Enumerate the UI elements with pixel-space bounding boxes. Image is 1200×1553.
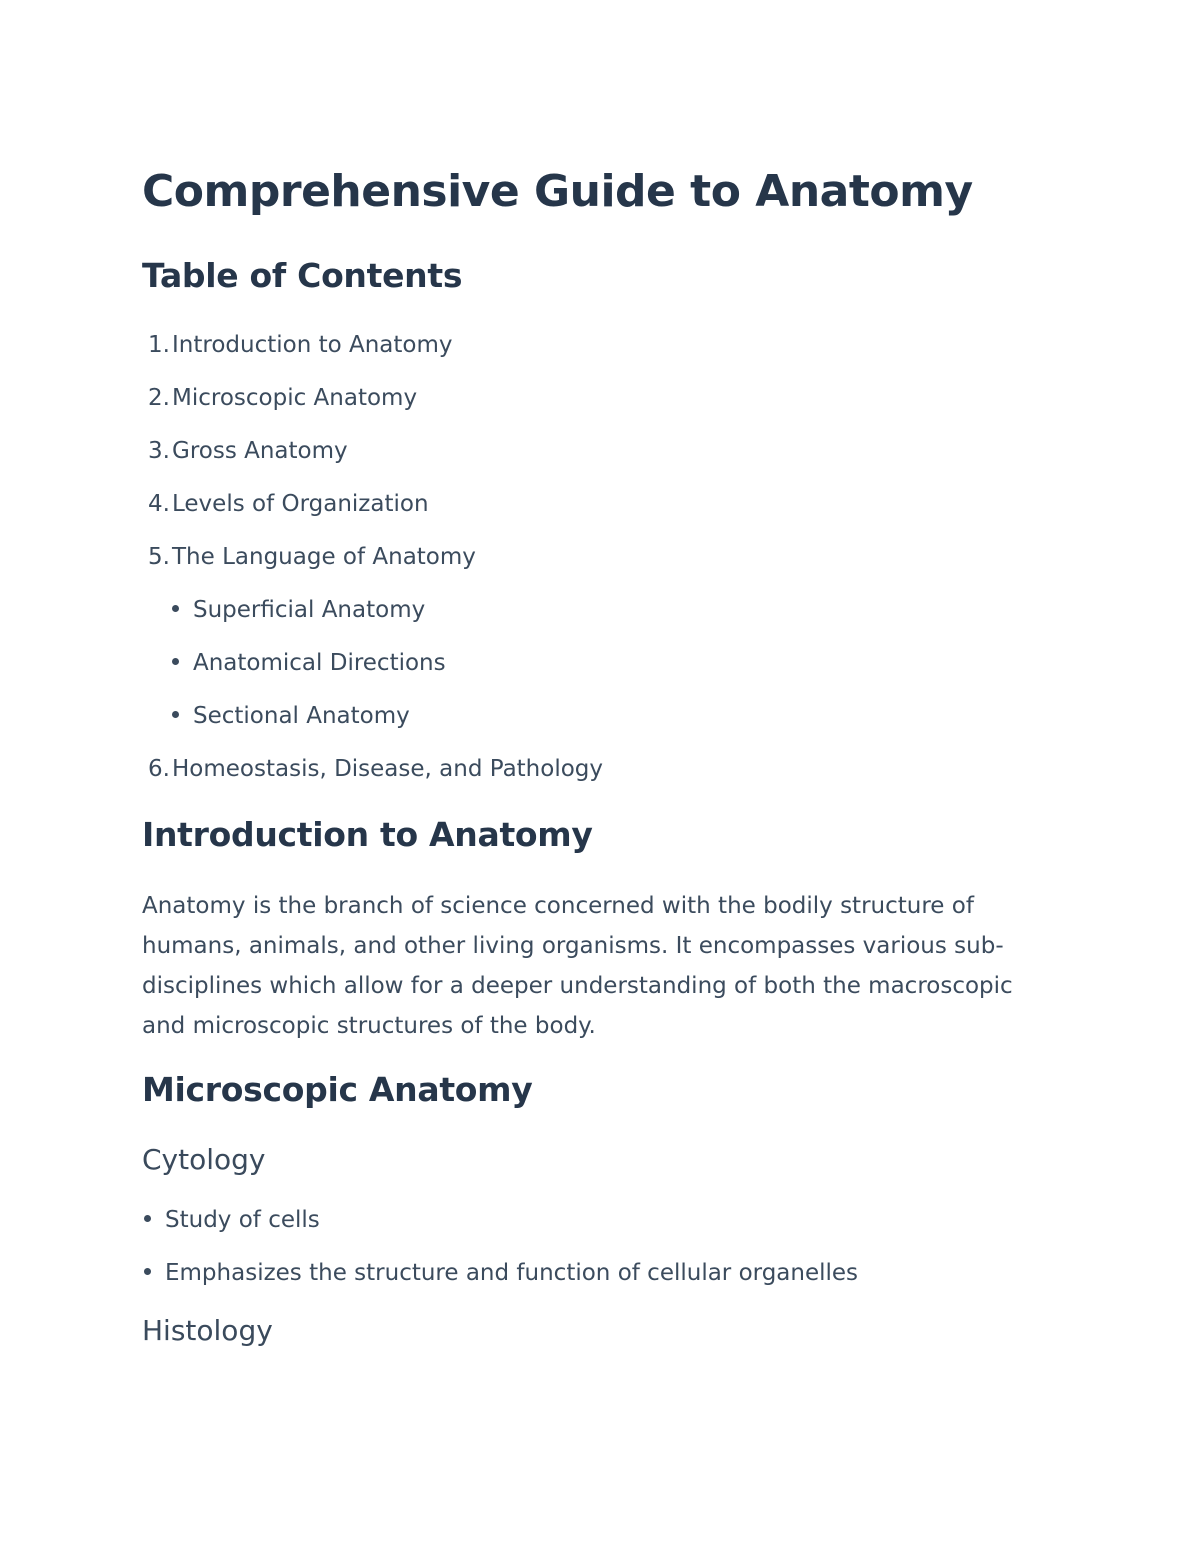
- subsection-heading-cytology: Cytology: [142, 1143, 266, 1176]
- toc-item-number: 6.: [148, 756, 170, 782]
- section-heading-introduction: Introduction to Anatomy: [142, 815, 593, 854]
- toc-item-label: Microscopic Anatomy: [172, 385, 418, 411]
- bullet-icon: [172, 605, 179, 612]
- subsection-heading-histology: Histology: [142, 1314, 273, 1347]
- toc-subitem-label: Sectional Anatomy: [193, 703, 410, 729]
- list-item: [144, 1205, 320, 1235]
- toc-subitem-sectional-anatomy[interactable]: [172, 701, 410, 731]
- bullet-icon: [144, 1268, 151, 1275]
- toc-subitem-label: Superficial Anatomy: [193, 597, 426, 623]
- toc-item-microscopic-anatomy[interactable]: [142, 383, 417, 413]
- list-item: [144, 1258, 858, 1288]
- document-title: Comprehensive Guide to Anatomy: [142, 166, 973, 217]
- toc-item-number: 3.: [148, 438, 170, 464]
- intro-paragraph: Anatomy is the branch of science concerned with the bodily structure of humans, animals, and other living organisms. It encompasses various sub-disciplines which allow for a deeper understanding of both the macroscopic and microscopic structures of the body.: [142, 893, 1013, 1039]
- toc-subitem-label: Anatomical Directions: [193, 650, 446, 676]
- toc-item-label: Levels of Organization: [172, 491, 429, 517]
- toc-subitem-anatomical-directions[interactable]: [172, 648, 446, 678]
- toc-item-number: 5.: [148, 544, 170, 570]
- toc-subitem-superficial-anatomy[interactable]: [172, 595, 425, 625]
- bullet-icon: [144, 1215, 151, 1222]
- toc-item-number: 1.: [148, 332, 170, 358]
- section-heading-microscopic-anatomy: Microscopic Anatomy: [142, 1070, 533, 1109]
- toc-item-label: Homeostasis, Disease, and Pathology: [172, 756, 604, 782]
- list-item-text: Emphasizes the structure and function of cellular organelles: [165, 1260, 859, 1286]
- toc-item-number: 2.: [148, 385, 170, 411]
- bullet-icon: [172, 711, 179, 718]
- list-item-text: Study of cells: [165, 1207, 320, 1233]
- toc-item-levels-of-organization[interactable]: [142, 489, 429, 519]
- toc-item-introduction[interactable]: [142, 330, 453, 360]
- toc-item-label: Gross Anatomy: [172, 438, 348, 464]
- toc-item-language-of-anatomy[interactable]: [142, 542, 476, 572]
- toc-item-label: The Language of Anatomy: [172, 544, 476, 570]
- toc-heading: Table of Contents: [142, 256, 463, 295]
- bullet-icon: [172, 658, 179, 665]
- toc-item-number: 4.: [148, 491, 170, 517]
- toc-item-gross-anatomy[interactable]: [142, 436, 348, 466]
- toc-item-homeostasis[interactable]: [142, 754, 603, 784]
- toc-item-label: Introduction to Anatomy: [172, 332, 453, 358]
